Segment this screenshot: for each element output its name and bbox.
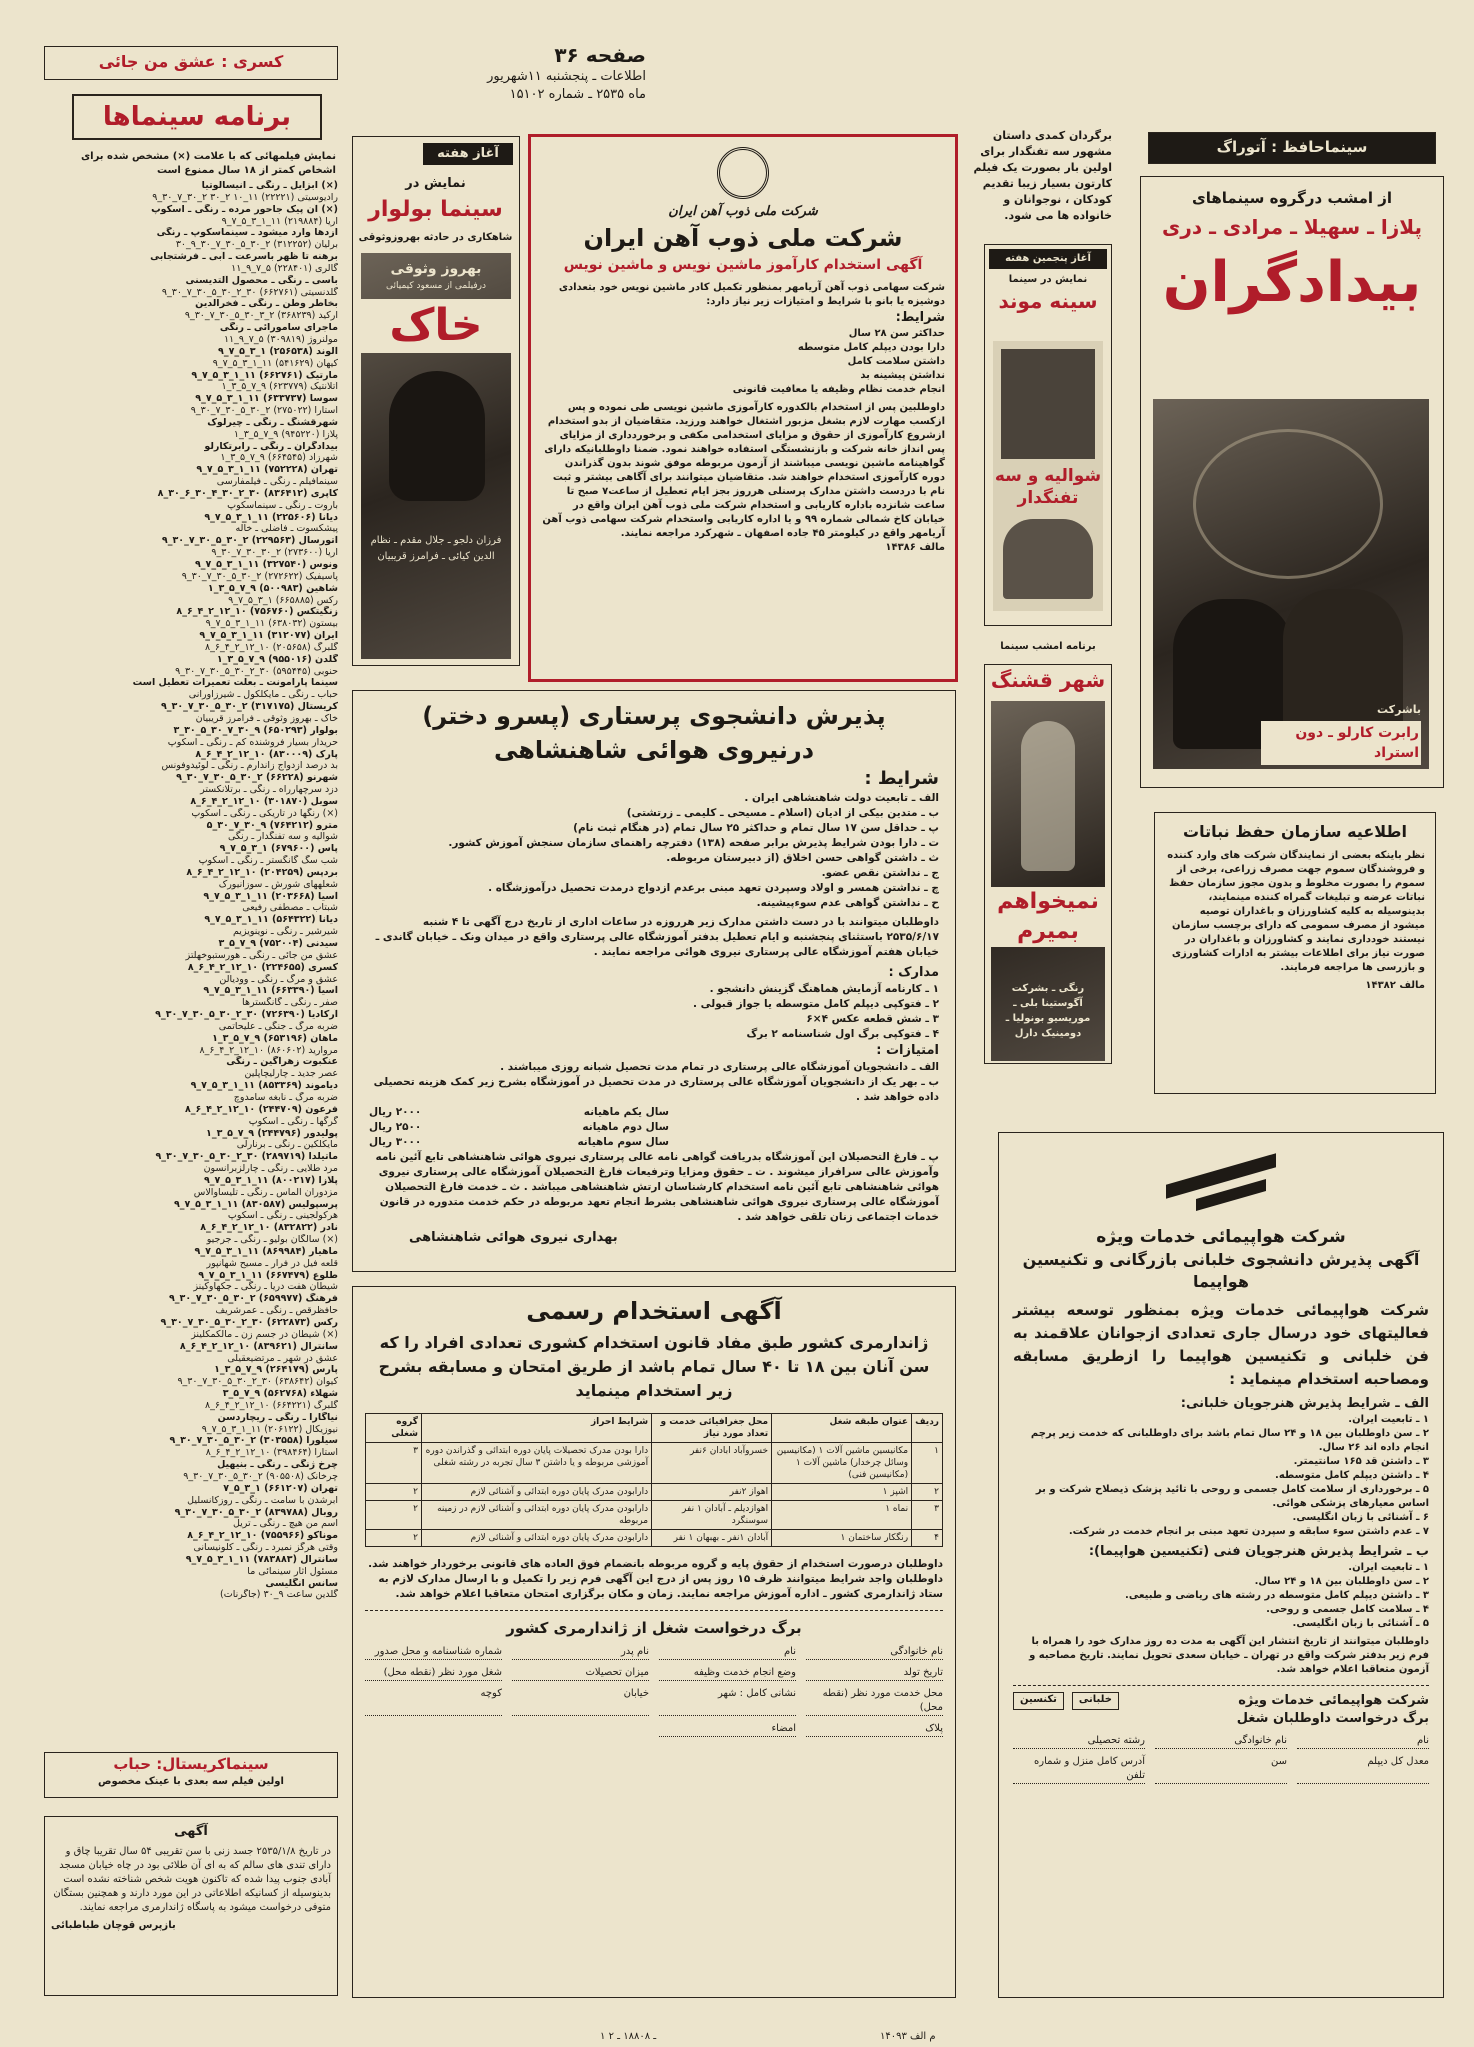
table-row: ۲ اشپز ۱ اهواز ۲نفر دارابودن مدرک پایان دوره ابتدائی و آشنائی لازم ۲ — [366, 1484, 943, 1501]
pay-row: سال سوم ماهیانه ۳۰۰۰ ریال — [369, 1136, 669, 1148]
listing-line: پرسپولیس (۸۳۰۵۸۷) ۱۱_۱_۳_۵_۷_۹ — [173, 1198, 338, 1210]
listing-line: پارس (۲۶۴۱۷۹) ۹_۷_۵_۳_۱ — [214, 1364, 338, 1376]
form-field[interactable]: نام پدر — [512, 1645, 649, 1660]
airline-condition: ۴ ـ داشتن دیپلم کامل متوسطه. — [1275, 1470, 1429, 1481]
nemikham-poster — [991, 701, 1105, 1061]
form-field[interactable]: نام خانوادگی — [806, 1645, 943, 1660]
listing-line: شبتاب ـ مصطفی رفیعی — [242, 902, 338, 914]
listing-line: (×) سالگان بولیو ـ رنگی ـ جرجیو — [206, 1234, 338, 1246]
listing-line: چرخ ژنگی ـ رنگی ـ بنیهیل — [217, 1459, 338, 1471]
airline-cond1 — [1013, 1413, 1429, 1539]
airline-form-company: شرکت هواپیمائی خدمات ویژه — [1238, 1693, 1429, 1708]
listing-line: عصر جدید ـ چارلیچاپلین — [244, 1068, 338, 1080]
listing-line: ماتیلدا (۲۸۹۷۱۹) ۳۰_۲_۳۰_۵_۳۰_۷_۳۰_۹ — [155, 1151, 338, 1163]
airline-body: داوطلبان میتوانند از تاریخ انتشار این آگهی به مدت ده روز مدارک خود را همراه با فرم زیر بدفتر شرکت واقع در تهران ـ خیابان سعدی تحویل نمایند. تاریخ مصاحبه و آزمون متعاقبا اعلام خواهد شد. — [1029, 1636, 1429, 1675]
listing-line: ارکید (۳۶۸۲۳۹) ۲_۳_۳۰_۵_۳۰_۷_۳۰_۹ — [184, 310, 338, 322]
airline-condition: ۶ ـ آشنائی با زبان انگلیسی. — [1292, 1512, 1429, 1523]
listing-line: تهران (۷۵۲۲۲۸) ۱۱_۱_۳_۵_۷_۹ — [196, 464, 338, 476]
form-field[interactable]: نام — [1297, 1734, 1429, 1749]
shahr-ghashang-ad — [984, 664, 1112, 1064]
form-field[interactable]: معدل کل دیپلم — [1297, 1755, 1429, 1784]
listing-line: آستارا (۲۷۵۰۲۲) ۲_۳۰_۵_۳۰_۷_۳۰_۹ — [190, 405, 338, 417]
listing-line: طلوع (۶۶۷۴۷۹) ۱۱_۱_۳_۵_۷_۹ — [198, 1269, 338, 1281]
listing-line: (×) ابزایل ـ رنگی ـ انیسالوتیا — [201, 180, 338, 191]
cinemonde-ad — [984, 244, 1112, 626]
listing-line: مسئول آثار سینمائی ما — [247, 1565, 338, 1577]
listing-line: آتلانتیک (۶۲۳۷۷۹) ۹_۷_۵_۳_۱ — [221, 381, 338, 393]
musketeers-intro: برگردان کمدی داستان مشهور سه تفنگدار برای اولین بار بصورت یک فیلم کارتون بسیار زیبا تقدیم کودکان ، نوجوانان و خانواده ها می شود. — [973, 129, 1112, 222]
table-row: ۱ مکانیسین ماشین آلات ۱ (مکانیسین وسائل چرخدار) ماشین آلات ۱ (مکانیسین فنی) خسروآباد ابادان ۶نفر دارا بودن مدرک تحصیلات پایان دوره ابتدائی و گذراندن دوره آموزشی مربوطه و یا داشتن ۳ سال تجربه در رشته شغلی ۳ — [366, 1443, 943, 1484]
listing-line: مارتیک (۶۶۲۷۶۱) ۱۱_۱_۳_۵_۷_۹ — [191, 369, 338, 381]
hafez-tag: سینماحافظ : آتوراگ — [1216, 138, 1368, 156]
nursing-perk-c: پ ـ فارغ التحصیلان این آموزشگاه بدریافت گواهی نامه عالی پرستاری نیروی هوائی شاهنشاهی تابع آئین نامه وآموزش عالی سرافراز میشوند . ت ـ حقوق ومزایا وترفیعات فارغ التحصیلان آموزشگاه عالی پرستاری نیروی هوائی شاهنشاهی تابع آئین نامه استخدام کارشناسان ارتش شاهنشاهی میباشد . ث ـ خدمت فارغ التحصیلان آموزشگاه عالی پرستاری نیروی هوائی شاهنشاهی بشرط انجام تعهد مربوطه در حکم خدمت متدوره در قانون خدمات اجتماعی زنان تلقی خواهد شد . — [375, 1151, 939, 1223]
listing-line: زنگیتکس (۷۵۶۷۶۰) ۱۰_۱۲_۲_۴_۶_۸ — [176, 606, 338, 618]
bidadgaran-title: بیدادگران — [1162, 250, 1422, 315]
gendarmerie-ad — [352, 1286, 956, 1998]
nemikham-credits: رنگی ـ بشرکت آگوستینا بلی ـ موریسیو بونولیا ـ دومینیک دارل — [1005, 983, 1091, 1039]
nursing-condition: ت ـ دارا بودن شرایط پذیرش برابر صفحه (۱۳۸) دفترچه راهنمای سازمان سنجش آموزش کشور. — [448, 837, 939, 849]
airline-ad — [998, 1132, 1444, 1998]
listing-line: مزدوران الماس ـ رنگی ـ تلیساوالاس — [193, 1186, 338, 1198]
footer-left: ۱ ـ ۱۸۸۰۸ ـ ۲ — [600, 2031, 657, 2042]
zob-conditions-title: شرایط: — [895, 310, 945, 325]
plant-protection-notice — [1154, 812, 1436, 1094]
form-field[interactable]: سن — [1155, 1755, 1287, 1784]
listing-line: ضربه مرگ ـ جنگی ـ علیحاتمی — [218, 1020, 338, 1032]
nursing-condition: الف ـ تابعیت دولت شاهنشاهی ایران . — [744, 792, 939, 804]
listing-line: روبال (۸۳۹۷۸۸) ۲_۳۰_۵_۳۰_۷_۳۰_۹ — [174, 1506, 338, 1518]
musketeers-poster — [993, 341, 1103, 611]
khak-poster — [361, 253, 511, 659]
listing-line: آتورسال (۲۲۹۵۶۳) ۲_۳۰_۵_۳۰_۷_۳۰_۹ — [161, 535, 338, 547]
listing-line: گرگها ـ رنگی ـ اسکوپ — [248, 1115, 338, 1127]
notice-text: در تاریخ ۲۵۳۵/۱/۸ جسد زنی با سن تقریبی ۵۴ سال تقریبا چاق و دارای تندی های سالم که به ای آن طلائی بود در چاه خیابان مسجد آبادی جنوب پیدا شده که تاکنون هویت شخص شناخته نشده است بدینوسیله از کسانیکه اطلاعاتی در این مورد دارند و همچنین بستگان متوفی درخواست میشود به پاسگاه ژاندارمری مراجعه نمایند. — [53, 1846, 331, 1913]
nursing-body: داوطلبان میتوانند با در دست داشتن مدارک زیر هرروزه در ساعات اداری از تاریخ درج آگهی تا ۴ شنبه ۲۵۳۵/۶/۱۷ باستثنای پنجشنبه و ایام تعطیل بدفتر آموزشگاه عالی پرستاری واقع در میدان ونک ـ خیابان گاندی ـ خیابان هفتم آموزشگاه عالی پرستاری نیروی هوائی مراجعه نمایند . — [375, 916, 939, 958]
zob-condition: نداشتن پیشینه بد — [860, 370, 945, 381]
listing-line: مرد طلایی ـ رنگی ـ چارلزبرانسون — [203, 1163, 338, 1175]
listing-line: شهرنو (۶۶۲۲۸) ۲_۳۰_۵_۳۰_۷_۳۰_۹ — [176, 772, 338, 784]
nursing-doc: ۳ ـ شش قطعه عکس ۴×۶ — [806, 1013, 939, 1025]
listing-line: حافظرقص ـ رنگی ـ عمرشریف — [215, 1305, 338, 1317]
nursing-perks-title: امتیازات : — [876, 1043, 939, 1058]
airline-condition: ۲ ـ سن داوطلبان بین ۱۸ و ۲۴ سال. — [1254, 1576, 1429, 1587]
listing-line: گلدین ساعت ۹_۳۰ (جاگرنات) — [220, 1589, 338, 1601]
listing-line: ضربه مرگ ـ نابغه سامدوچ — [233, 1091, 338, 1103]
issue-number: ماه ۲۵۳۵ ـ شماره ۱۵۱۰۲ — [509, 87, 646, 102]
program-title-box — [72, 94, 322, 140]
airline-subtitle: آگهی پذیرش دانشجوی خلبانی بازرگانی و تکنیسین هواپیما — [1022, 1250, 1420, 1291]
nursing-perk-b: ب ـ بهر یک از دانشجویان آموزشگاه عالی پرستاری در مدت تحصیل در آموزشگاه بشرح زیر کمک هزینه تحصیلی داده خواهد شد . — [373, 1076, 939, 1103]
airline-sec2: ب ـ شرایط پذیرش هنرجویان فنی (تکنیسین هواپیما): — [1088, 1544, 1429, 1559]
gendarmerie-body: داوطلبان درصورت استخدام از حقوق پایه و گروه مربوطه بانضمام فوق العاده های قانونی برخوردار خواهند شد. داوطلبان واجد شرایط میتوانند ظرف ۱۵ روز پس از درج این آگهی فرم زیر را تکمیل و با ارسال مدارک لازم به ستاد ژاندارمری کشور ـ اداره آموزش مراجعه نمایند. زمان و مکان برگزاری امتحان متعاقبا اعلام خواهد شد. — [368, 1558, 943, 1600]
airline-form — [1013, 1685, 1429, 1784]
col-header: شرایط احراز — [422, 1414, 652, 1443]
cinemonde-showing: نمایش در سینما — [1008, 274, 1088, 285]
listing-line: پیشکسوت ـ فاضلی ـ خاله — [235, 523, 338, 535]
pay-row: سال دوم ماهیانه ۲۵۰۰ ریال — [369, 1121, 669, 1133]
poster-credits: فرزان دلجو ـ جلال مقدم ـ نظام الدین کیائی ـ فرامرز قریبیان — [370, 535, 502, 562]
listing-line: پارک (۸۳۰۰۰۹) ۱۰_۱۲_۲_۴_۶_۸ — [195, 748, 338, 760]
cinemonde-week-tag: آغاز پنجمین هفته — [989, 249, 1107, 269]
form-field[interactable]: نام خانوادگی — [1155, 1734, 1287, 1749]
listing-line: بد درصد ازدواج زاندارم ـ رنگی ـ لوئیدوفونس — [161, 760, 338, 772]
plant-ref: مالف ۱۴۳۸۲ — [1365, 980, 1425, 991]
poster-star: بهروز وثوقی — [390, 261, 482, 277]
listing-line: هرکولجینی ـ رنگی ـ اسکوپ — [227, 1210, 338, 1222]
airline-condition: ۲ ـ سن داوطلبان بین ۱۸ و ۲۴ سال تمام باشد برای داوطلبانی که خدمت زیر پرچم انجام داده اند ۲۶ سال. — [1030, 1428, 1429, 1453]
listing-line: آلوند (۲۵۶۵۳۸) ۱_۳_۵_۷_۹ — [218, 345, 338, 357]
nursing-subtitle: درنیروی هوائی شاهنشاهی — [493, 736, 815, 764]
gendarmerie-lead: ژاندارمری کشور طبق مفاد قانون استخدام کشوری تعدادی افراد را که سن آنان بین ۱۸ تا ۴۰ سال تمام باشد از طریق امتحان و مسابقه بشرح زیر استخدام مینماید — [378, 1333, 930, 1400]
zob-body: داوطلبین پس از استخدام بالکدوره کارآموزی ماشین نویسی طی نموده و پس ازکسب مهارت لازم بشغل مزبور اشتغال خواهند ورزید. متقاضیان از بدو استخدام ازشروع کارآموزی از حقوق و مزایای استخدامی مکفی و برخوردداری از مزایای پس انداز خانه شرکت و بازنشستگی استفاده خواهند نمود. ضمنا داوطلبانیکه دارای گواهینامه ماشین نویسی میباشند از آزمون مربوطه موفق شوند بدون گذراندن دوره کارآموزی استخدام خواهند شد. متقاضیان میتوانند برای آگاهی بیشتر و ثبت نام با دردست داشتن مدارک پرسنلی هرروز بجز ایام تعطیل از ساعت۷ صبح تا ساعت شانزده باداره کاریابی و استخدام شرکت ملی ذوب آهن ایران واقع در خیابان کاخ شمالی شماره ۹۹ و یا اداره کاریابی واستخدام شرکت سهامی ذوب آهن آریامهر واقع در کیلومتر ۴۵ جاده اصفهان ـ شهرکرد مراجعه نمایند. — [542, 402, 945, 539]
bidadgaran-cinemas: پلازا ـ سهیلا ـ مرادی ـ دری — [1162, 215, 1422, 239]
jobs-table — [365, 1413, 943, 1547]
hafez-tag-box — [1148, 132, 1436, 164]
airline-lead: شرکت هواپیمائی خدمات ویژه بمنظور توسعه بیشتر فعالیتهای خود درسال جاری تعدادی ازجوانان علاقمند به فن خلبانی و تکنیسین هواپیما را ازطریق مسابقه ومصاحبه استخدام مینماید : — [1013, 1301, 1429, 1388]
listing-line: شیرشیر ـ رنگی ـ نوینویزیم — [232, 926, 338, 938]
listing-line: رادیوسیتی (۲۲۲۲۱) ۱۱_۱۰ ۲_۳۰ ۲_۳۰_۷_۳۰_۹ — [152, 191, 338, 203]
listing-line: سانترال (۸۳۹۶۲۱) ۱۰_۱۲_۲_۴_۶_۸ — [179, 1340, 338, 1352]
form-field[interactable]: رشته تحصیلی — [1013, 1734, 1145, 1749]
listing-line: پولیدور (۲۴۴۷۹۶) ۹_۷_۵_۳_۱ — [206, 1127, 338, 1139]
listing-line: سانترال (۷۸۳۸۸۳) ۱۱_۱_۳_۵_۷_۹ — [185, 1553, 338, 1565]
listing-line: پاسیفیک (۲۷۲۶۲۲) ۲_۳۰_۵_۳۰_۷_۳۰_۹ — [181, 570, 338, 582]
nursing-sign: بهداری نیروی هوائی شاهنشاهی — [409, 1230, 618, 1245]
airline-form-title: برگ درخواست داوطلبان شغل — [1236, 1711, 1429, 1726]
zob-title: شرکت ملی ذوب آهن ایران — [583, 224, 903, 252]
showing-label: نمایش در — [405, 176, 466, 191]
form-field[interactable]: محل خدمت مورد نظر (نقطه محل) — [806, 1687, 943, 1716]
listing-line: ابرشدن با سامت ـ رنگی ـ روزکانسلیل — [187, 1494, 338, 1506]
boulevard-subtitle: شاهکاری در حادثه بهروزوثوقی — [358, 232, 513, 243]
listing-line: سیلورا (۳۰۳۵۵۸) ۲_۳۰_۵_۳۰_۷_۳۰_۹ — [169, 1435, 338, 1447]
listing-line: بولوار (۶۵۰۲۹۳) ۹_۳۰_۷_۳۰_۵_۳۰_۳ — [173, 724, 338, 736]
week-tag: آغاز هفته پنجم — [423, 143, 513, 165]
option-technician[interactable]: تکنسین — [1013, 1692, 1064, 1710]
listing-line: کیوان (۶۳۸۶۴۲) ۳۰_۲_۳۰_۵_۳۰_۷_۳۰_۹ — [177, 1376, 338, 1388]
listing-line: بردپس (۲۰۴۲۵۹) ۱۰_۱۲_۲_۴_۶_۸ — [186, 866, 338, 878]
cinema-kasra-header: کسری : عشق من جائی — [98, 52, 284, 71]
poster-director: درفیلمی از مسعود کیمیائی — [385, 281, 486, 291]
listing-line: ازدها وارد میشود ـ سینماسکوپ ـ رنگی — [156, 227, 338, 239]
listing-line: مترو (۷۶۴۲۱۲) ۹_۳۰_۷_۳۰_۵ — [206, 819, 338, 831]
plant-body: نظر باینکه بعضی از نمایندگان شرکت های وارد کننده و فروشندگان سموم جهت مصرف زراعی، برخی از سموم را بصورت مخلوط و بدون مجوز سازمان حفظ نباتات عرضه و تبلیغات گمراه کننده مینمایند، بدینوسیله به کلیه کشاورزان و باغداران توصیه میشود از مصرف سمومی که دارای برچسب سازمان نیستند خودداری نمایند و کشاورزان و باغداران در صورت نیاز برای اطلاعات بیشتر به ادارات کشاورزی و بازرسی ها مراجعه فرمایند. — [1167, 850, 1425, 973]
crystal-sub: اولین فیلم سه بعدی با عینک مخصوص — [98, 1776, 284, 1787]
listing-line: عشق و مرگ ـ رنگی ـ وودیآلن — [219, 973, 338, 985]
listing-line: پلازا (۸۰۰۲۱۷) ۱۱_۱_۳_۵_۷_۹ — [203, 1174, 338, 1186]
left-column-header-box — [44, 46, 338, 80]
listing-line: وقتی هرگز نمیرد ـ رنگی ـ کلونیسانی — [193, 1542, 338, 1554]
listing-line: کریستال (۳۱۷۱۷۵) ۲_۳۰_۵_۳۰_۷_۳۰_۹ — [160, 701, 338, 713]
listing-line: گالری (۲۲۸۴۰۱) ۵_۷_۹_۱۱ — [231, 262, 338, 274]
listing-line: شب سگ گانگستر ـ رنگی ـ اسکوپ — [198, 855, 338, 867]
listing-line: آستارا (۳۹۸۴۶۴) ۱۰_۱۲_۲_۴_۶_۸ — [205, 1447, 338, 1459]
notice-box — [44, 1816, 338, 1996]
nursing-condition: ج ـ نداشتن نقص عضو. — [821, 867, 939, 879]
zob-logo-icon — [717, 147, 769, 199]
listing-line: عشق در شهر ـ مرتضیعقیلی — [227, 1352, 338, 1364]
listing-line: برهنه تا ظهر باسرعت ـ آبی ـ فرشتجابی — [150, 251, 338, 263]
nursing-ad — [352, 690, 956, 1272]
form-field[interactable]: نام — [659, 1645, 796, 1660]
form-field[interactable]: کوچه — [365, 1687, 502, 1716]
listing-line: ماجرای سامورائی ـ رنگی — [219, 322, 338, 334]
col-header: عنوان طبقه شغل — [772, 1414, 912, 1443]
bidadgaran-credits: رابرت کارلو ـ دون استراد — [1261, 721, 1421, 765]
airline-condition: ۴ ـ سلامت کامل جسمی و روحی. — [1266, 1604, 1429, 1615]
gendarmerie-title: آگهی استخدام رسمی — [526, 1297, 782, 1325]
listing-line: نیاگارا ـ رنگی ـ ریچاردسن — [217, 1411, 338, 1423]
nemikham-title: نمیخواهم بمیرم — [991, 887, 1105, 947]
listing-line: کسری (۲۲۴۶۵۵) ۱۰_۱۲_۲_۴_۶_۸ — [187, 961, 338, 973]
zob-ref: مالف ۱۴۳۸۶ — [885, 542, 945, 553]
listing-line: عشق من جائی ـ رنگی ـ هورستبوخهلتز — [185, 949, 338, 961]
boulevard-ad — [352, 136, 520, 666]
airline-sec1: الف ـ شرایط پذیرش هنرجویان خلبانی: — [1180, 1396, 1429, 1411]
listing-line: سینما پارامونت ـ بعلت تعمیرات تعطیل است — [132, 677, 338, 689]
listing-line: رکس (۶۶۵۸۸۵) ۱_۳_۵_۷_۹ — [228, 594, 338, 606]
airline-title: شرکت هواپیمائی خدمات ویژه — [1096, 1227, 1346, 1247]
option-pilot[interactable]: خلبانی — [1072, 1692, 1119, 1710]
listing-line: شوالیه و سه تفنگدار ـ رنگی — [227, 831, 338, 843]
listing-line: شیطان هفت دریا ـ رنگی ـ جکهاوکینز — [193, 1281, 338, 1293]
listing-line: خاک ـ بهروز وثوقی ـ فرامرز قریبیان — [195, 712, 338, 724]
listing-line: سانس انگلیسی — [265, 1577, 338, 1589]
form-field[interactable]: میزان تحصیلات — [512, 1666, 649, 1681]
form-field[interactable]: تاریخ تولد — [806, 1666, 943, 1681]
footer-right: م الف ۱۴۰۹۳ — [880, 2031, 936, 2042]
zob-condition: داشتن سلامت کامل — [847, 356, 945, 367]
listing-line: اسم من هیچ ـ رنگی ـ تریل — [232, 1518, 338, 1530]
listing-line: شاهین (۵۰۰۹۸۳) ۹_۷_۵_۳_۱ — [207, 582, 338, 594]
issue-date: اطلاعات ـ پنجشنبه ۱۱شهریور — [487, 69, 646, 84]
bidadgaran-poster — [1153, 399, 1429, 769]
airline-condition: ۵ ـ برخورداری از سلامت کامل جسمی و روحی با تائید پزشک ذیصلاح شرکت و بر اساس معیارهای پزشکی هوائی. — [1035, 1484, 1429, 1509]
form-field[interactable]: نشانی کامل : شهر — [659, 1687, 796, 1716]
nursing-docs — [369, 982, 939, 1042]
zob-condition: حداکثر سن ۲۸ سال — [848, 328, 945, 339]
zob-company-script: شرکت ملی ذوب آهن ایران — [668, 204, 818, 219]
nursing-doc: ۴ ـ فتوکپی برگ اول شناسنامه ۲ برگ — [746, 1028, 939, 1040]
airline-condition: ۷ ـ عدم داشتن سوء سابقه و سپردن تعهد مبنی بر انجام خدمت در شرکت. — [1068, 1526, 1429, 1537]
listing-line: ماهیار (۸۶۹۹۸۴) ۱۱_۱_۳_۵_۷_۹ — [194, 1245, 338, 1257]
listing-line: آسیا (۶۶۳۳۹۰) ۱۱_۱_۳_۵_۷_۹ — [203, 985, 338, 997]
cinema-boulevard: سینما بولوار — [368, 197, 503, 222]
listing-line: فرعون (۲۴۴۷۰۹) ۱۰_۱۲_۲_۴_۶_۸ — [184, 1103, 338, 1115]
nursing-condition: ح ـ نداشتن گواهی عدم سوءپیشینه. — [756, 897, 939, 909]
listing-line: کیهان (۵۴۱۶۲۹) ۱۱_۱_۳_۵_۷_۹ — [212, 357, 338, 369]
listing-line: آرکادیا (۷۲۶۳۹۰) ۳۰_۲_۳۰_۵_۳۰_۷_۳۰_۹ — [155, 1009, 338, 1021]
form-field[interactable]: امضاء — [659, 1722, 796, 1737]
airline-cond2 — [1013, 1561, 1429, 1631]
table-row: ۴ رنگکار ساختمان ۱ آبادان ۱نفر ـ بهبهان ۱ نفر دارابودن مدرک پایان دوره ابتدائی و آشنائی لازم ۲ — [366, 1530, 943, 1547]
nursing-perk-a: الف ـ دانشجویان آموزشگاه عالی پرستاری در تمام مدت تحصیل شبانه روزی میباشند . — [500, 1061, 939, 1073]
listing-line: مایکلکین ـ رنگی ـ برنارلی — [236, 1139, 338, 1151]
nursing-title: پذیرش دانشجوی پرستاری (پسرو دختر) — [422, 702, 886, 730]
program-title: برنامه سینماها — [102, 102, 292, 132]
bidadgaran-lead: از امشب درگروه سینماهای — [1191, 189, 1393, 207]
listing-line: مولنروژ (۳۰۹۸۱۹) ۵_۷_۹_۱۱ — [223, 333, 338, 345]
nursing-condition: چ ـ نداشتن همسر و اولاد وسپردن تعهد مبنی برعدم ازدواج درمدت تحصیل درآموزشگاه . — [488, 882, 939, 894]
listing-line: رکس (۶۲۲۸۷۳) ۳۰_۲_۳۰_۵_۳۰_۷_۳۰_۹ — [160, 1317, 338, 1328]
listing-line: دیانا (۵۶۴۳۲۲) ۱۱_۱_۳_۵_۷_۹ — [204, 914, 338, 926]
listing-line: حریدار بسیار فروشنده کم ـ رنگی ـ اسکوپ — [167, 736, 338, 748]
listing-line: آریا (۲۷۳۶۰۰) ۲_۳۰_۳۰_۷_۳۰_۹ — [211, 547, 338, 559]
form-field[interactable]: خیابان — [512, 1687, 649, 1716]
listing-line: بخاطر وطن ـ رنگی ـ فخرالدین — [195, 298, 338, 310]
listing-line: سیدنی (۷۵۲۰۰۴) ۹_۷_۵_۳ — [218, 938, 338, 949]
listing-line: پاس (۶۷۹۶۰۰) ۱_۳_۵_۷_۹ — [219, 843, 338, 855]
listing-line: چرخانک (۹۰۵۵۰۸) ۲_۳۰_۵_۳۰_۷_۳۰_۹ — [183, 1470, 338, 1482]
zob-conditions — [541, 327, 945, 397]
poster-title-khak: خاک — [361, 299, 511, 353]
listing-line: گلبرگ (۶۶۴۲۲۱) ۱۰_۱۲_۲_۴_۶_۸ — [205, 1399, 338, 1411]
listing-line: پلازا (۹۴۵۲۲۰) ۹_۷_۵_۳_۱ — [233, 428, 338, 440]
nursing-cond-title: شرایط : — [864, 768, 939, 789]
listing-line: شهلاء (۵۶۲۷۶۸) ۹_۷_۵_۳ — [222, 1388, 338, 1400]
col-header: ردیف — [912, 1414, 943, 1443]
nursing-docs-title: مدارک : — [888, 965, 939, 980]
listing-line: دیانا (۲۲۵۶۰۶) ۱۱_۱_۳_۵_۷_۹ — [204, 511, 338, 523]
actor-portrait — [389, 371, 485, 501]
listing-line: ایران (۳۱۲۰۷۷) ۱۱_۱_۳_۵_۷_۹ — [199, 630, 338, 642]
listing-line: فرهنگ (۶۵۹۹۷۷) ۲_۳۰_۵_۳۰_۷_۳۰_۹ — [168, 1293, 338, 1305]
airline-condition: ۱ ـ تابعیت ایران. — [1348, 1562, 1429, 1573]
listing-line: سینمافیلم ـ رنگی ـ فیلمفارسی — [216, 476, 338, 488]
jobs-table-header — [366, 1414, 943, 1443]
tonight-label: برنامه امشب سینما — [1000, 641, 1096, 652]
listing-line: صفر ـ رنگی ـ گانگسترها — [242, 997, 338, 1009]
airline-condition: ۵ ـ آشنائی با زبان انگلیسی. — [1292, 1618, 1429, 1629]
airline-condition: ۱ ـ تابعیت ایران. — [1348, 1414, 1429, 1425]
listing-line: موناکو (۷۵۵۹۶۶) ۱۰_۱۲_۲_۴_۶_۸ — [187, 1530, 338, 1542]
listing-line: گلدن (۹۵۵۰۱۶) ۹_۷_۵_۳_۱ — [216, 653, 338, 665]
crystal-header: سینماکریستال: حباب — [113, 1755, 269, 1773]
form-field[interactable]: شماره شناسنامه و محل صدور — [365, 1645, 502, 1660]
listing-line: حنوبی (۵۹۵۴۴۵) ۳۰_۲_۳۰_۵_۳۰_۷_۳۰_۹ — [175, 665, 338, 677]
bidadgaran-ad — [1140, 176, 1444, 788]
masthead — [356, 42, 646, 114]
listing-line: شعلههای شورش ـ سوزانیورک — [218, 878, 338, 890]
nursing-doc: ۱ ـ کارنامه آزمایش هماهنگ گزینش دانشجو . — [709, 983, 939, 995]
bidadgaran-credits-pre: باشرکت — [1377, 703, 1421, 716]
listing-line: قلعه فیل در فرار ـ مسیح شهانپور — [206, 1257, 338, 1269]
musketeers-title: شوالیه و سه تفنگدار — [994, 466, 1102, 508]
listing-line: نیوزیکال (۲۰۶۱۲۲) ۱۱_۱_۳_۵_۷_۹ — [201, 1423, 338, 1435]
form-field[interactable]: پلاک — [806, 1722, 943, 1737]
listing-line: (×) رنگها در تاریکی ـ رنگی ـ اسکوپ — [191, 807, 338, 819]
listing-line: بیدادگران ـ رنگی ـ رابرتکارلو — [204, 440, 338, 452]
listing-line: کاپری (۸۳۶۴۱۲) ۳۰_۲_۳۰_۴_۳۰_۶_۳۰_۸ — [157, 487, 338, 499]
listing-line: باسی ـ رنگی ـ محصول آلتدیسنی — [185, 274, 338, 286]
gendarmerie-form-title: برگ درخواست شغل از ژاندارمری کشور — [365, 1610, 943, 1639]
plant-title: اطلاعیه سازمان حفظ نباتات — [1183, 822, 1407, 841]
page-number: صفحه ۳۶ — [554, 43, 646, 67]
nursing-condition: ب ـ متدین بیکی از ادیان (اسلام ـ مسیحی ـ کلیمی ـ زرتشتی) — [626, 807, 939, 819]
listing-line: آسیا (۲۰۳۶۶۸) ۱۱_۱_۳_۵_۷_۹ — [203, 890, 338, 902]
zob-condition: انجام خدمت نظام وظیفه یا معافیت قانونی — [732, 384, 945, 395]
airline-logo-icon — [1166, 1149, 1276, 1219]
listing-line: سوبل (۳۰۱۸۷۰) ۱۰_۱۲_۲_۴_۶_۸ — [190, 795, 338, 807]
listing-line: گلبرگ (۲۰۵۶۵۸) ۱۰_۱۲_۲_۴_۶_۸ — [205, 641, 338, 653]
program-note: نمایش فیلمهائی که با علامت (×) مشخص شده برای اشخاص کمتر از ۱۸ سال ممنوع است — [80, 151, 336, 176]
notice-sign: بازپرس قوچان طباطبائی — [51, 1920, 176, 1931]
listing-line: شهرقشنگ ـ رنگی ـ چیرلوک — [207, 416, 338, 428]
listing-line: حباب ـ رنگی ـ مایکلکول ـ شیرزاورانی — [188, 689, 338, 701]
airline-condition: ۳ ـ داشتن دیپلم کامل متوسطه در رشته های ریاضی و طبیعی. — [1125, 1590, 1429, 1601]
nursing-doc: ۲ ـ فتوکپی دیپلم کامل متوسطه یا جواز قبولی . — [693, 998, 939, 1010]
listing-line: (×) شیطان در جسم زن ـ مالکمکلینز — [191, 1328, 338, 1340]
zob-ahan-ad — [528, 134, 958, 682]
form-field[interactable]: وضع انجام خدمت وظیفه — [659, 1666, 796, 1681]
listing-line: دزد سرچهارراه ـ رنگی ـ برتلانکستر — [200, 784, 338, 796]
listing-line: شهرزاد (۶۶۴۵۴۵) ۹_۷_۵_۳_۱ — [220, 452, 338, 464]
listing-line: آریا (۲۱۹۸۸۴) ۱۱_۱_۳_۵_۷_۹ — [221, 215, 338, 227]
cinema-listings — [46, 180, 338, 1740]
listing-line: ونوس (۳۲۷۵۴۰) ۱۱_۱_۳_۵_۷_۹ — [194, 559, 338, 570]
shahr-ghashang-name: شهر قشنگ — [990, 668, 1106, 692]
zob-condition: دارا بودن دیپلم کامل متوسطه — [797, 342, 945, 353]
listing-line: عنکبوت زهرآگین ـ رنگی — [226, 1056, 338, 1068]
listing-line: باروت ـ رنگی ـ سینماسکوپ — [227, 499, 338, 511]
zob-subtitle: آگهی استخدام کارآموز ماشین نویس و ماشین نویس — [563, 257, 923, 273]
listing-line: نادر (۸۳۲۸۲۲) ۱۰_۱۲_۲_۴_۶_۸ — [200, 1222, 338, 1234]
nursing-condition: پ ـ حداقل سن ۱۷ سال تمام و حداکثر ۲۵ سال تمام (در هنگام ثبت نام) — [573, 822, 939, 834]
listing-line: بیستون (۶۳۸۰۳۲) ۱۱_۱_۳_۵_۷_۹ — [205, 618, 338, 630]
nursing-pay-table — [369, 1105, 669, 1150]
listing-line: گلدنسیتی (۶۶۲۷۶۱) ۳۰_۲_۳۰_۵_۳۰_۷_۳۰_۹ — [161, 286, 338, 298]
airline-condition: ۳ ـ داشتن قد ۱۶۵ سانتیمتر. — [1293, 1456, 1429, 1467]
col-header: محل جغرافیائی خدمت و تعداد مورد نیاز — [652, 1414, 772, 1443]
nursing-conditions — [369, 791, 939, 911]
pay-row: سال یکم ماهیانه ۲۰۰۰ ریال — [369, 1106, 669, 1118]
cinemonde-name: سینه موند — [998, 289, 1098, 313]
crystal-box — [44, 1752, 338, 1798]
gendarmerie-form — [365, 1645, 943, 1737]
listing-line: (×) آن پیک جاحور مرده ـ رنگی ـ اسکوپ — [151, 203, 338, 215]
table-row: ۳ نماه ۱ اهوازدیلم ـ آبادان ۱ نفر سوسنگرد دارابودن مدرک پایان دوره ابتدائی و آشنائی لازم در زمینه مربوطه ۲ — [366, 1501, 943, 1530]
listing-line: برلیان (۳۱۲۲۵۲) ۲_۳۰_۵_۳۰_۷_۳۰_۹_۳۰ — [175, 239, 338, 251]
notice-title: آگهی — [174, 1824, 208, 1839]
listing-line: تهران (۶۶۱۲۰۷) ۱_۳_۵_۷ — [223, 1482, 338, 1494]
form-field[interactable]: آدرس کامل منزل و شماره تلفن — [1013, 1755, 1145, 1784]
zob-intro: شرکت سهامی ذوب آهن آریامهر بمنظور تکمیل کادر ماشین نویس خود بتعدادی دوشیزه یا بانو با شرایط و امتیازات زیر نیاز دارد: — [558, 282, 945, 307]
listing-line: مروارید (۸۶۰۶۰۲) ۱۰_۱۲_۲_۴_۶_۸ — [199, 1044, 338, 1056]
listing-line: دیاموند (۸۵۳۳۶۹) ۱۱_۱_۳_۵_۷_۹ — [190, 1080, 338, 1092]
form-field[interactable]: شغل مورد نظر (نقطه محل) — [365, 1666, 502, 1681]
col-header: گروه شغلی — [366, 1414, 422, 1443]
listing-line: ماهان (۶۵۳۱۹۶) ۹_۷_۵_۳_۱ — [212, 1032, 338, 1044]
listing-line: سوسا (۶۳۳۷۳۷) ۱۱_۱_۳_۵_۷_۹ — [195, 393, 338, 405]
nursing-condition: ث ـ داشتن گواهی حسن اخلاق (از دبیرستان مربوطه. — [666, 852, 939, 864]
